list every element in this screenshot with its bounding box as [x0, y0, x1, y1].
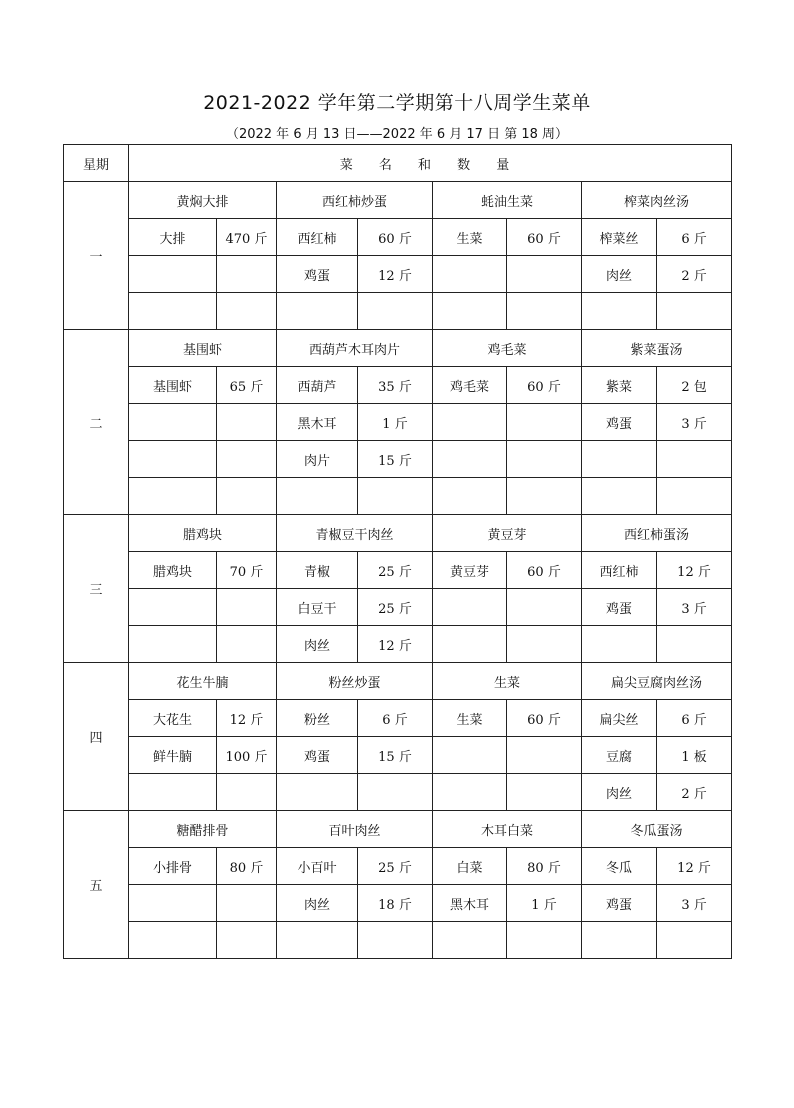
- ingredient-name: 粉丝: [277, 700, 358, 737]
- dish-name: 鸡毛菜: [433, 330, 582, 367]
- ingredient-quantity: 3 斤: [657, 404, 732, 441]
- ingredient-name: 黑木耳: [277, 404, 358, 441]
- ingredient-name: 小排骨: [129, 848, 217, 885]
- ingredient-quantity: [507, 922, 582, 959]
- ingredient-name: [277, 293, 358, 330]
- header-dishes: 菜 名 和 数 量: [129, 145, 732, 182]
- ingredient-row: [64, 848, 732, 885]
- ingredient-name: 鸡蛋: [582, 589, 657, 626]
- dish-name-row: [64, 663, 732, 700]
- ingredient-quantity: 2 斤: [657, 256, 732, 293]
- ingredient-quantity: [217, 885, 277, 922]
- ingredient-row: [64, 626, 732, 663]
- ingredient-name: 大排: [129, 219, 217, 256]
- ingredient-quantity: [657, 441, 732, 478]
- ingredient-name: 黑木耳: [433, 885, 507, 922]
- ingredient-name: 生菜: [433, 219, 507, 256]
- ingredient-row: [64, 256, 732, 293]
- ingredient-quantity: 60 斤: [358, 219, 433, 256]
- ingredient-quantity: [217, 589, 277, 626]
- ingredient-quantity: 12 斤: [657, 552, 732, 589]
- ingredient-quantity: [507, 256, 582, 293]
- ingredient-quantity: 12 斤: [358, 626, 433, 663]
- ingredient-name: 榨菜丝: [582, 219, 657, 256]
- dish-name: 基围虾: [129, 330, 277, 367]
- ingredient-quantity: 15 斤: [358, 441, 433, 478]
- ingredient-quantity: [657, 626, 732, 663]
- ingredient-name: 西红柿: [582, 552, 657, 589]
- ingredient-row: [64, 404, 732, 441]
- ingredient-name: 肉丝: [582, 256, 657, 293]
- ingredient-name: [129, 478, 217, 515]
- ingredient-quantity: 25 斤: [358, 848, 433, 885]
- ingredient-quantity: 80 斤: [507, 848, 582, 885]
- ingredient-quantity: 60 斤: [507, 552, 582, 589]
- ingredient-name: 鸡蛋: [582, 885, 657, 922]
- ingredient-name: [129, 256, 217, 293]
- ingredient-quantity: 70 斤: [217, 552, 277, 589]
- ingredient-name: [129, 441, 217, 478]
- ingredient-quantity: [657, 922, 732, 959]
- ingredient-quantity: 18 斤: [358, 885, 433, 922]
- ingredient-name: [582, 922, 657, 959]
- dish-name: 扁尖豆腐肉丝汤: [582, 663, 732, 700]
- ingredient-name: [129, 774, 217, 811]
- ingredient-name: 扁尖丝: [582, 700, 657, 737]
- ingredient-quantity: [217, 478, 277, 515]
- ingredient-quantity: [507, 589, 582, 626]
- ingredient-quantity: [507, 478, 582, 515]
- ingredient-name: [582, 626, 657, 663]
- ingredient-name: 紫菜: [582, 367, 657, 404]
- ingredient-name: 豆腐: [582, 737, 657, 774]
- dish-name: 木耳白菜: [433, 811, 582, 848]
- ingredient-quantity: [358, 922, 433, 959]
- ingredient-name: 小百叶: [277, 848, 358, 885]
- ingredient-name: [433, 774, 507, 811]
- ingredient-name: [433, 626, 507, 663]
- ingredient-quantity: [657, 478, 732, 515]
- ingredient-name: 腊鸡块: [129, 552, 217, 589]
- dish-name: 冬瓜蛋汤: [582, 811, 732, 848]
- dish-name: 黄豆芽: [433, 515, 582, 552]
- ingredient-quantity: 65 斤: [217, 367, 277, 404]
- ingredient-quantity: 1 板: [657, 737, 732, 774]
- ingredient-quantity: [657, 293, 732, 330]
- day-label: 一: [64, 182, 129, 330]
- ingredient-name: [129, 293, 217, 330]
- menu-table: [63, 144, 732, 959]
- ingredient-quantity: 6 斤: [657, 700, 732, 737]
- ingredient-name: 鸡蛋: [582, 404, 657, 441]
- day-label: 三: [64, 515, 129, 663]
- ingredient-name: 肉丝: [277, 626, 358, 663]
- dish-name: 西葫芦木耳肉片: [277, 330, 433, 367]
- ingredient-name: [433, 404, 507, 441]
- ingredient-name: [277, 478, 358, 515]
- ingredient-quantity: [507, 737, 582, 774]
- ingredient-quantity: 470 斤: [217, 219, 277, 256]
- ingredient-name: [129, 922, 217, 959]
- ingredient-name: [433, 441, 507, 478]
- ingredient-quantity: [507, 441, 582, 478]
- ingredient-name: 大花生: [129, 700, 217, 737]
- ingredient-name: 鲜牛腩: [129, 737, 217, 774]
- ingredient-name: [129, 885, 217, 922]
- ingredient-quantity: 3 斤: [657, 885, 732, 922]
- dish-name: 生菜: [433, 663, 582, 700]
- ingredient-quantity: 12 斤: [657, 848, 732, 885]
- ingredient-quantity: 2 斤: [657, 774, 732, 811]
- ingredient-row: [64, 293, 732, 330]
- dish-name: 青椒豆干肉丝: [277, 515, 433, 552]
- ingredient-quantity: 12 斤: [358, 256, 433, 293]
- ingredient-name: 西葫芦: [277, 367, 358, 404]
- dish-name: 腊鸡块: [129, 515, 277, 552]
- ingredient-row: [64, 441, 732, 478]
- ingredient-quantity: [358, 478, 433, 515]
- ingredient-quantity: 25 斤: [358, 589, 433, 626]
- ingredient-quantity: 25 斤: [358, 552, 433, 589]
- ingredient-row: [64, 367, 732, 404]
- ingredient-quantity: 6 斤: [657, 219, 732, 256]
- dish-name: 糖醋排骨: [129, 811, 277, 848]
- dish-name-row: [64, 182, 732, 219]
- dish-name: 榨菜肉丝汤: [582, 182, 732, 219]
- ingredient-name: 肉片: [277, 441, 358, 478]
- ingredient-name: [277, 922, 358, 959]
- dish-name: 花生牛腩: [129, 663, 277, 700]
- ingredient-quantity: [217, 774, 277, 811]
- ingredient-row: [64, 219, 732, 256]
- ingredient-row: [64, 922, 732, 959]
- ingredient-quantity: 60 斤: [507, 367, 582, 404]
- ingredient-name: [433, 256, 507, 293]
- ingredient-quantity: [217, 256, 277, 293]
- ingredient-row: [64, 478, 732, 515]
- ingredient-name: 肉丝: [277, 885, 358, 922]
- ingredient-name: 黄豆芽: [433, 552, 507, 589]
- header-row: [64, 145, 732, 182]
- ingredient-name: [582, 478, 657, 515]
- ingredient-name: 西红柿: [277, 219, 358, 256]
- dish-name: 百叶肉丝: [277, 811, 433, 848]
- ingredient-row: [64, 774, 732, 811]
- ingredient-name: 鸡蛋: [277, 737, 358, 774]
- header-day: 星期: [64, 145, 129, 182]
- ingredient-quantity: [217, 922, 277, 959]
- ingredient-name: 鸡毛菜: [433, 367, 507, 404]
- ingredient-quantity: [217, 293, 277, 330]
- ingredient-name: [582, 441, 657, 478]
- ingredient-name: [277, 774, 358, 811]
- ingredient-quantity: [358, 293, 433, 330]
- ingredient-row: [64, 737, 732, 774]
- dish-name: 西红柿炒蛋: [277, 182, 433, 219]
- ingredient-row: [64, 885, 732, 922]
- ingredient-name: 生菜: [433, 700, 507, 737]
- ingredient-quantity: 12 斤: [217, 700, 277, 737]
- ingredient-quantity: 2 包: [657, 367, 732, 404]
- ingredient-name: 肉丝: [582, 774, 657, 811]
- ingredient-quantity: 3 斤: [657, 589, 732, 626]
- ingredient-name: 鸡蛋: [277, 256, 358, 293]
- ingredient-row: [64, 589, 732, 626]
- ingredient-quantity: 80 斤: [217, 848, 277, 885]
- dish-name: 黄焖大排: [129, 182, 277, 219]
- ingredient-quantity: [507, 404, 582, 441]
- ingredient-quantity: 60 斤: [507, 219, 582, 256]
- ingredient-quantity: 6 斤: [358, 700, 433, 737]
- dish-name-row: [64, 515, 732, 552]
- ingredient-quantity: [507, 774, 582, 811]
- ingredient-name: 白豆干: [277, 589, 358, 626]
- ingredient-quantity: [507, 293, 582, 330]
- date-range-subtitle: （2022 年 6 月 13 日——2022 年 6 月 17 日 第 18 周）: [225, 127, 569, 142]
- day-label: 二: [64, 330, 129, 515]
- day-label: 四: [64, 663, 129, 811]
- ingredient-name: [129, 404, 217, 441]
- ingredient-quantity: [507, 626, 582, 663]
- ingredient-name: [433, 293, 507, 330]
- dish-name-row: [64, 330, 732, 367]
- ingredient-quantity: 1 斤: [358, 404, 433, 441]
- ingredient-name: [433, 478, 507, 515]
- ingredient-name: 白菜: [433, 848, 507, 885]
- page-title: 2021-2022 学年第二学期第十八周学生菜单: [203, 92, 591, 114]
- ingredient-name: [433, 589, 507, 626]
- ingredient-quantity: 35 斤: [358, 367, 433, 404]
- ingredient-name: 冬瓜: [582, 848, 657, 885]
- ingredient-quantity: [217, 626, 277, 663]
- ingredient-quantity: [217, 404, 277, 441]
- ingredient-quantity: 1 斤: [507, 885, 582, 922]
- ingredient-quantity: 15 斤: [358, 737, 433, 774]
- ingredient-quantity: [217, 441, 277, 478]
- dish-name: 蚝油生菜: [433, 182, 582, 219]
- ingredient-name: [129, 626, 217, 663]
- ingredient-name: [582, 293, 657, 330]
- ingredient-name: 青椒: [277, 552, 358, 589]
- ingredient-quantity: [358, 774, 433, 811]
- dish-name: 紫菜蛋汤: [582, 330, 732, 367]
- dish-name: 粉丝炒蛋: [277, 663, 433, 700]
- ingredient-name: [433, 922, 507, 959]
- ingredient-name: [129, 589, 217, 626]
- ingredient-quantity: 60 斤: [507, 700, 582, 737]
- dish-name-row: [64, 811, 732, 848]
- ingredient-row: [64, 700, 732, 737]
- ingredient-row: [64, 552, 732, 589]
- ingredient-quantity: 100 斤: [217, 737, 277, 774]
- dish-name: 西红柿蛋汤: [582, 515, 732, 552]
- ingredient-name: 基围虾: [129, 367, 217, 404]
- day-label: 五: [64, 811, 129, 959]
- ingredient-name: [433, 737, 507, 774]
